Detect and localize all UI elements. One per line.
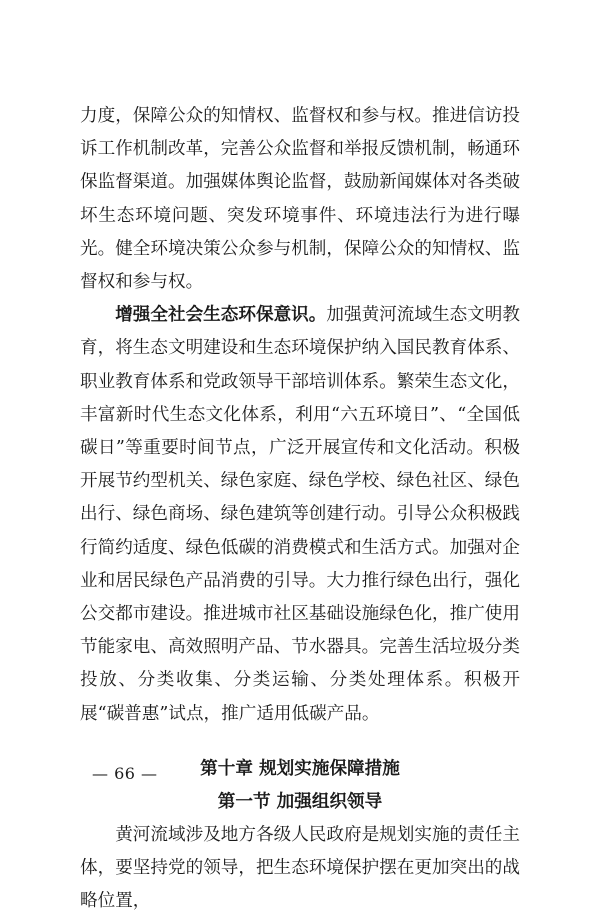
paragraph-body: 加强黄河流域生态文明教育，将生态文明建设和生态环境保护纳入国民教育体系、职业教育体系和党政领导干部培训体系。繁荣生态文化，丰富新时代生态文化体系，利用“六五环境日”、“全国低碳日”等重要时间节点，广泛开展宣传和文化活动。积极开展节约型机关、绿色家庭、绿色学校、绿色社区、绿色出行、绿色商场、绿色建筑等创建行动。引导公众积极践行简约适度、绿色低碳的消费模式和生活方式。加强对企业和居民绿色产品消费的引导。大力推行绿色出行，强化公交都市建设。推进城市社区基础设施绿色化，推广使用节能家电、高效照明产品、节水器具。完善生活垃圾分类投放、分类收集、分类运输、分类处理体系。积极开展“碳普惠”试点，推广适用低碳产品。 <box>80 305 520 724</box>
body-paragraph-continued: 力度，保障公众的知情权、监督权和参与权。推进信访投诉工作机制改革，完善公众监督和举报反馈机制，畅通环保监督渠道。加强媒体舆论监督，鼓励新闻媒体对各类破坏生态环境问题、突发环境事件、环境违法行为进行曝光。健全环境决策公众参与机制，保障公众的知情权、监督权和参与权。 <box>80 106 520 293</box>
document-page <box>80 100 520 918</box>
page-number: — 66 — <box>92 764 158 783</box>
paragraph-lead-bold: 增强全社会生态环保意识。 <box>115 305 327 326</box>
section-heading: 第一节 加强组织领导 <box>217 791 383 812</box>
chapter-heading: 第十章 规划实施保障措施 <box>200 758 400 779</box>
body-paragraph-awareness <box>80 299 520 731</box>
body-paragraph-organization: 黄河流域涉及地方各级人民政府是规划实施的责任主体，要坚持党的领导，把生态环境保护摆在更加突出的战略位置， <box>80 824 520 912</box>
